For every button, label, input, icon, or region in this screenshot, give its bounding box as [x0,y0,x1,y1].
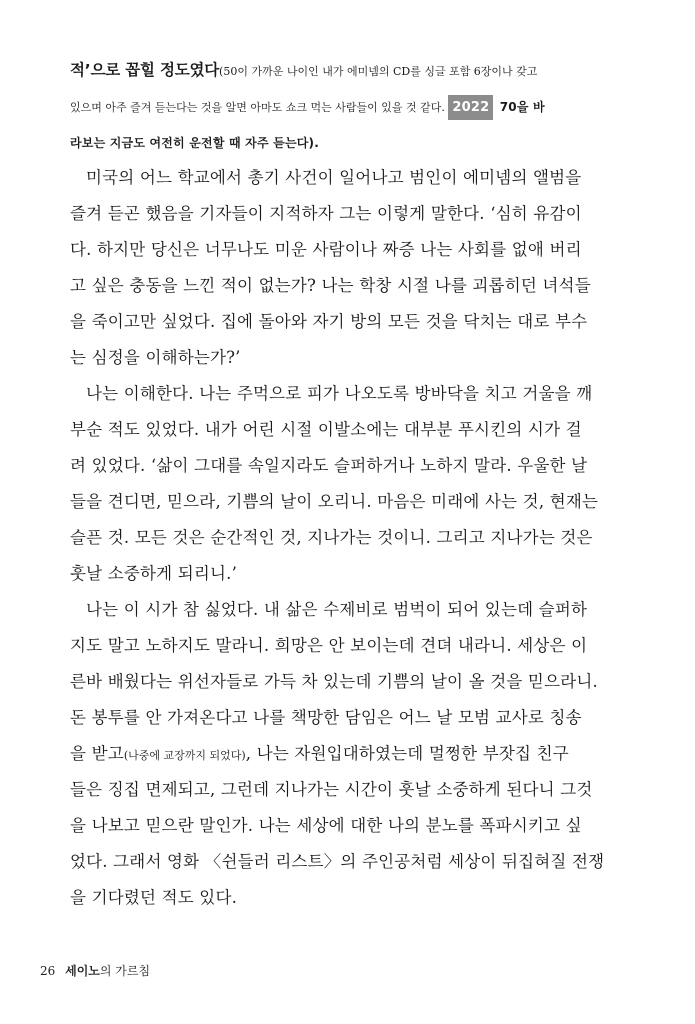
text-run: 있으며 아주 즐겨 듣는다는 것을 알면 아마도 쇼크 먹는 사람들이 있을 것 같다. [70,101,449,114]
text-run: 고 싶은 충동을 느낀 적이 없는가? 나는 학창 시절 나를 괴롭히던 녀석들 [70,276,591,295]
text-run: 다. 하지만 당신은 너무나도 미운 사람이나 짜증 나는 사회를 없애 버리 [70,240,582,259]
year-badge: 2022 [448,95,493,120]
text-run: 지도 말고 노하지도 말라니. 희망은 안 보이는데 견뎌 내라니. 세상은 이 [70,636,588,655]
text-line [70,382,630,418]
text-run: 미국의 어느 학교에서 총기 사건이 일어나고 범인이 에미넴의 앨범을 [86,168,582,187]
text-line [70,130,630,166]
text-run: 들은 징집 면제되고, 그런데 지나가는 시간이 훗날 소중하게 된다니 그것 [70,780,593,799]
text-line [70,742,630,778]
text-line [70,814,630,850]
text-line [70,778,630,814]
text-run: , 나는 자원입대하였는데 멀쩡한 부잣집 친구 [245,744,569,763]
text-run: (50이 가까운 나이인 내가 에미넴의 CD를 싱글 포함 6장이나 갖고 [219,65,538,78]
text-line [70,166,630,202]
text-run: 라보는 지금도 여전히 운전할 때 자주 듣는다). [70,136,319,150]
text-line [70,58,630,94]
text-line [70,886,630,922]
text-run: 훗날 소중하게 되리니.’ [70,564,238,583]
text-line [70,706,630,742]
book-title-bold: 세이노 [65,964,100,978]
text-line [70,670,630,706]
text-line [70,202,630,238]
text-run: 70을 바 [495,100,545,114]
text-line [70,274,630,310]
text-line [70,850,630,886]
text-run: 즐겨 듣곤 했음을 기자들이 지적하자 그는 이렇게 말한다. ‘심히 유감이 [70,204,582,223]
page-footer [40,962,150,979]
text-line [70,418,630,454]
text-run: 들을 견디면, 믿으라, 기쁨의 날이 오리니. 마음은 미래에 사는 것, 현재는 [70,492,599,511]
text-run: 슬픈 것. 모든 것은 순간적인 것, 지나가는 것이니. 그리고 지나가는 것은 [70,528,593,547]
text-run: 을 기다렸던 적도 있다. [70,888,238,907]
text-line [70,310,630,346]
book-title-rest: 의 가르침 [99,964,151,978]
text-run: 나는 이 시가 참 싫었다. 내 삶은 수제비로 범벅이 되어 있는데 슬퍼하 [86,600,588,619]
text-run: 을 받고 [70,744,124,763]
page-body [70,58,630,922]
text-run: 부순 적도 있었다. 내가 어린 시절 이발소에는 대부분 푸시킨의 시가 걸 [70,420,582,439]
text-line [70,634,630,670]
text-run: 을 나보고 믿으란 말인가. 나는 세상에 대한 나의 분노를 폭파시키고 싶 [70,816,582,835]
text-run: 을 죽이고만 싶었다. 집에 돌아와 자기 방의 모든 것을 닥치는 대로 부수 [70,312,588,331]
text-run: (나중에 교장까지 되었다) [123,749,246,762]
text-line [70,94,630,130]
text-run: 나는 이해한다. 나는 주먹으로 피가 나오도록 방바닥을 치고 거울을 깨 [86,384,593,403]
text-run: 었다. 그래서 영화 〈쉰들러 리스트〉의 주인공처럼 세상이 뒤집혀질 전쟁 [70,852,605,871]
text-line [70,526,630,562]
text-run: 른바 배웠다는 위선자들로 가득 차 있는데 기쁨의 날이 올 것을 믿으라니. [70,672,598,691]
page-number: 26 [40,964,56,978]
text-run: 는 심정을 이해하는가?’ [70,348,241,367]
text-line [70,238,630,274]
text-run: 돈 봉투를 안 가져온다고 나를 책망한 담임은 어느 날 모범 교사로 칭송 [70,708,582,727]
text-line [70,598,630,634]
text-line [70,346,630,382]
text-run: 려 있었다. ‘삶이 그대를 속일지라도 슬퍼하거나 노하지 말라. 우울한 날 [70,456,588,475]
text-line [70,490,630,526]
text-line [70,562,630,598]
text-run: 적’으로 꼽힐 정도였다 [70,61,220,79]
text-line [70,454,630,490]
